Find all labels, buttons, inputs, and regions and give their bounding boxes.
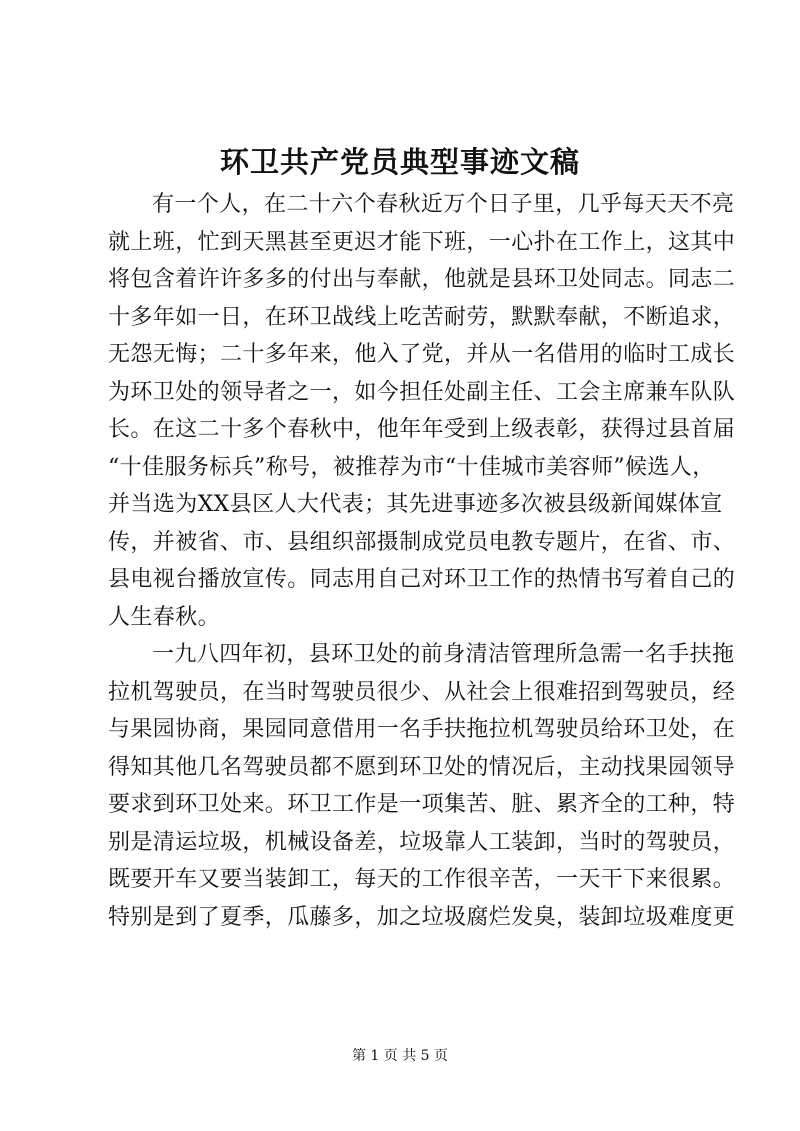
paragraph-line: 有一个人，在二十六个春秋近万个日子里，几乎每天天不亮	[152, 192, 735, 217]
paragraph-line: 长。在这二十多个春秋中，他年年受到上级表彰，获得过县首届	[108, 417, 736, 442]
paragraph-line: 将包含着许许多多的付出与奉献，他就是县环卫处同志。同志二	[108, 267, 736, 292]
paragraph-line: 十多年如一日，在环卫战线上吃苦耐劳，默默奉献，不断追求，	[108, 304, 736, 330]
paragraph-line: 人生春秋。	[108, 604, 221, 630]
paragraph-line: 拉机驾驶员，在当时驾驶员很少、从社会上很难招到驾驶员，经	[108, 679, 736, 705]
paragraph-line: 别是清运垃圾，机械设备差，垃圾靠人工装卸，当时的驾驶员，	[108, 829, 736, 855]
paragraph-line: 无怨无悔；二十多年来，他入了党，并从一名借用的临时工成长	[108, 342, 736, 367]
paragraph-line: 县电视台播放宣传。同志用自己对环卫工作的热情书写着自己的	[108, 567, 736, 592]
paragraph-line: 得知其他几名驾驶员都不愿到环卫处的情况后，主动找果园领导	[108, 754, 736, 780]
document-body	[108, 186, 736, 936]
paragraph-line: 并当选为XX县区人大代表；其先进事迹多次被县级新闻媒体宣	[108, 492, 723, 517]
paragraph-line: “十佳服务标兵”称号，被推荐为市“十佳城市美容师”候选人，	[108, 454, 715, 480]
paragraph-line: 要求到环卫处来。环卫工作是一项集苦、脏、累齐全的工种，特	[108, 792, 736, 817]
paragraph-line: 为环卫处的领导者之一，如今担任处副主任、工会主席兼车队队	[108, 379, 736, 405]
paragraph-line: 既要开车又要当装卸工，每天的工作很辛苦，一天干下来很累。	[108, 867, 736, 892]
paragraph-line: 就上班，忙到天黑甚至更迟才能下班，一心扑在工作上，这其中	[108, 229, 736, 255]
paragraph-line: 与果园协商，果园同意借用一名手扶拖拉机驾驶员给环卫处，在	[108, 717, 736, 742]
paragraph-line: 特别是到了夏季，瓜藤多，加之垃圾腐烂发臭，装卸垃圾难度更	[108, 904, 736, 930]
paragraph-line: 一九八四年初，县环卫处的前身清洁管理所急需一名手扶拖	[152, 642, 735, 667]
document-title: 环卫共产党员典型事迹文稿	[219, 145, 580, 179]
paragraph-line: 传，并被省、市、县组织部摄制成党员电教专题片，在省、市、	[108, 529, 736, 555]
page-number-footer: 第 1 页 共 5 页	[351, 1048, 449, 1064]
